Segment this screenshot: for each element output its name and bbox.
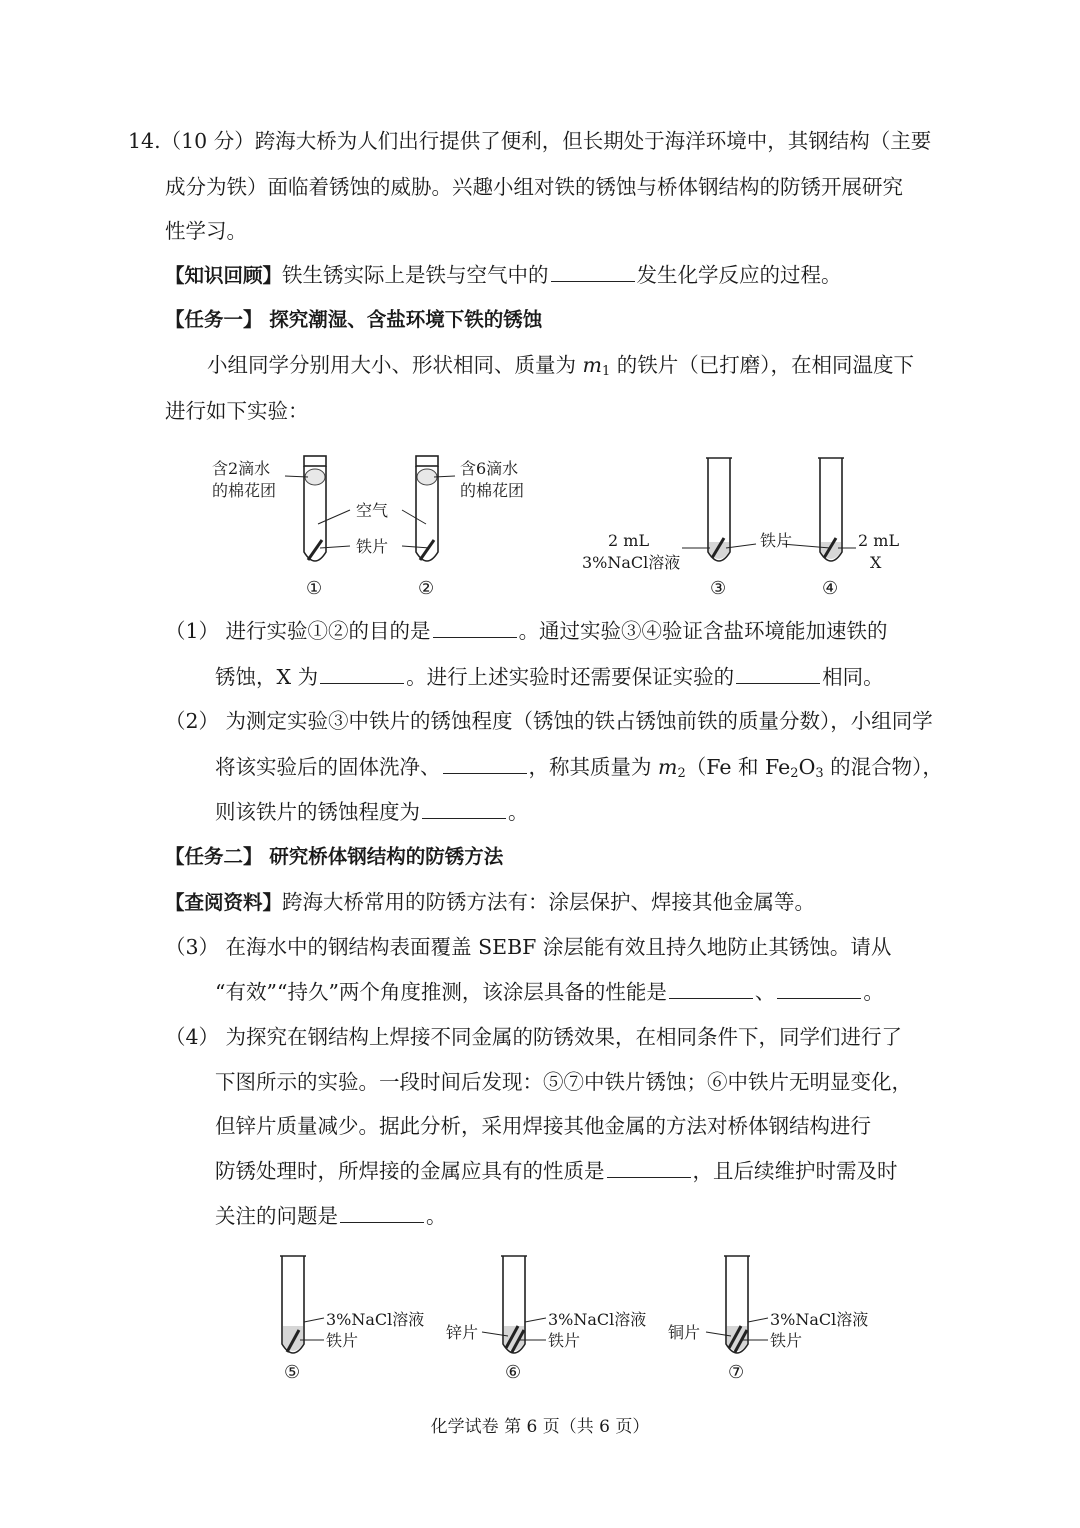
tube-number-2: ② — [418, 578, 435, 599]
q3-line-1: （3） 在海水中的钢结构表面覆盖 SEBF 涂层能有效且持久地防止其锈蚀。请从 — [165, 935, 892, 959]
answer-blank[interactable] — [607, 1159, 691, 1178]
experiment-diagram-1 — [190, 448, 930, 608]
q1-line-1 — [165, 616, 888, 646]
label-copper: 铜片 — [668, 1323, 701, 1342]
task1-text-a: 小组同学分别用大小、形状相同、质量为 — [207, 353, 576, 377]
intro-text-1: 跨海大桥为人们出行提供了便利，但长期处于海洋环境中，其钢结构（主要 — [254, 129, 932, 153]
label-nacl-volume: 2 mL — [608, 531, 650, 550]
tube-number-6: ⑥ — [505, 1362, 522, 1383]
test-tube-6 — [482, 1256, 546, 1353]
label-nacl-5: 3%NaCl溶液 — [326, 1310, 425, 1329]
q2-text-e: 的混合物）， — [823, 755, 943, 779]
q4-line-1: （4） 为探究在钢结构上焊接不同金属的防锈效果，在相同条件下，同学们进行了 — [165, 1025, 903, 1049]
q1-text-d: 。进行上述实验时还需要保证实验的 — [406, 665, 735, 689]
q4-line-2: 下图所示的实验。一段时间后发现：⑤⑦中铁片锈蚀；⑥中铁片无明显变化， — [215, 1070, 912, 1094]
reference-label: 【查阅资料】 — [165, 891, 283, 914]
q2-text-g: 。 — [508, 800, 529, 824]
question-intro-line-2: 成分为铁）面临着锈蚀的威胁。兴趣小组对铁的锈蚀与桥体钢结构的防锈开展研究 — [165, 175, 903, 199]
experiment-diagram-2 — [260, 1248, 900, 1388]
m1-subscript: 1 — [601, 364, 611, 379]
knowledge-review — [165, 260, 842, 291]
label-nacl-6: 3%NaCl溶液 — [548, 1310, 647, 1329]
label-iron-2: 铁片 — [760, 531, 793, 550]
task1-paragraph-1 — [207, 350, 914, 387]
q1-text-e: 相同。 — [822, 665, 884, 689]
answer-blank[interactable] — [443, 755, 527, 774]
q4-text-c: 关注的问题是 — [215, 1204, 338, 1228]
q4-line-5 — [215, 1201, 447, 1231]
label-nacl-7: 3%NaCl溶液 — [770, 1310, 869, 1329]
task1-heading: 【任务一】 探究潮湿、含盐环境下铁的锈蚀 — [165, 308, 543, 331]
q4-text-d: 。 — [426, 1204, 447, 1228]
q3-text-c: 。 — [863, 980, 884, 1004]
tube-number-4: ④ — [822, 578, 839, 599]
q1-text-c: 锈蚀，X 为 — [215, 665, 319, 689]
q2-text-c: （Fe 和 Fe — [685, 755, 791, 779]
test-tube-2 — [416, 456, 438, 561]
answer-blank[interactable] — [551, 263, 635, 282]
task1-paragraph-2: 进行如下实验： — [165, 399, 309, 423]
test-tube-1 — [304, 456, 326, 561]
label-iron-7: 铁片 — [770, 1331, 803, 1350]
q1-text-a: （1） 进行实验①②的目的是 — [165, 619, 431, 643]
o3-subscript: 3 — [815, 766, 824, 781]
page-footer: 化学试卷 第 6 页（共 6 页） — [430, 1417, 650, 1437]
knowledge-text-a: 铁生锈实际上是铁与空气中的 — [282, 263, 549, 287]
fe2-subscript: 2 — [790, 766, 799, 781]
q2-text-a: 将该实验后的固体洗净、 — [215, 755, 441, 779]
label-iron-5: 铁片 — [326, 1331, 359, 1350]
reference-line — [165, 887, 815, 918]
tube-number-1: ① — [306, 578, 323, 599]
test-tube-5 — [280, 1256, 324, 1353]
answer-blank[interactable] — [736, 665, 820, 684]
q4-line-3: 但锌片质量减少。据此分析，采用焊接其他金属的方法对桥体钢结构进行 — [215, 1114, 871, 1138]
answer-blank[interactable] — [422, 800, 506, 819]
answer-blank[interactable] — [340, 1204, 424, 1223]
task2-heading: 【任务二】 研究桥体钢结构的防锈方法 — [165, 845, 504, 868]
answer-blank[interactable] — [777, 980, 861, 999]
q2-text-d: O — [798, 755, 816, 779]
q2-line-1: （2） 为测定实验③中铁片的锈蚀程度（锈蚀的铁占锈蚀前铁的质量分数），小组同学 — [165, 709, 933, 733]
reference-text: 跨海大桥常用的防锈方法有：涂层保护、焊接其他金属等。 — [282, 890, 816, 914]
label-cotton-6-line-2: 的棉花团 — [460, 481, 525, 500]
q4-text-a: 防锈处理时，所焊接的金属应具有的性质是 — [215, 1159, 605, 1183]
label-air: 空气 — [356, 501, 389, 520]
answer-blank[interactable] — [669, 980, 753, 999]
answer-blank[interactable] — [320, 665, 404, 684]
m2-symbol: m — [658, 755, 678, 779]
question-number: 14. — [128, 129, 161, 153]
test-tube-3 — [706, 458, 732, 561]
q2-line-3 — [215, 797, 529, 827]
test-tube-7 — [706, 1256, 768, 1353]
label-iron: 铁片 — [356, 537, 389, 556]
label-zinc: 锌片 — [446, 1323, 479, 1342]
q4-text-b: ，且后续维护时需及时 — [692, 1159, 898, 1183]
q3-text-a: “有效”“持久”两个角度推测，该涂层具备的性能是 — [215, 980, 667, 1004]
knowledge-text-b: 发生化学反应的过程。 — [636, 263, 842, 287]
label-cotton-2-line-2: 的棉花团 — [212, 481, 277, 500]
label-cotton-6-line-1: 含6滴水 — [460, 459, 519, 478]
task1-text-b: 的铁片（已打磨），在相同温度下 — [616, 353, 915, 377]
label-x-volume: 2 mL — [858, 531, 900, 550]
q2-text-f: 则该铁片的锈蚀程度为 — [215, 800, 420, 824]
q1-line-2 — [215, 662, 884, 692]
q4-line-4 — [215, 1156, 898, 1186]
m1-symbol: m — [582, 353, 602, 377]
label-cotton-2-line-1: 含2滴水 — [212, 459, 271, 478]
q3-line-2 — [215, 977, 884, 1007]
question-intro-line-3: 性学习。 — [165, 219, 247, 243]
knowledge-label: 【知识回顾】 — [165, 264, 283, 287]
answer-blank[interactable] — [433, 619, 517, 638]
question-intro-line-1 — [128, 126, 931, 156]
q1-text-b: 。通过实验③④验证含盐环境能加速铁的 — [518, 619, 888, 643]
label-nacl-solution: 3%NaCl溶液 — [582, 553, 681, 572]
tube-number-5: ⑤ — [284, 1362, 301, 1383]
m2-subscript: 2 — [677, 766, 686, 781]
label-x: X — [870, 553, 882, 572]
question-score: （10 分） — [160, 129, 255, 153]
tube-number-3: ③ — [710, 578, 727, 599]
label-iron-6: 铁片 — [548, 1331, 581, 1350]
test-tube-4 — [818, 458, 844, 561]
q2-line-2 — [215, 752, 943, 789]
q2-text-b: ，称其质量为 — [528, 755, 652, 779]
q3-text-b: 、 — [754, 980, 776, 1004]
tube-number-7: ⑦ — [728, 1362, 745, 1383]
